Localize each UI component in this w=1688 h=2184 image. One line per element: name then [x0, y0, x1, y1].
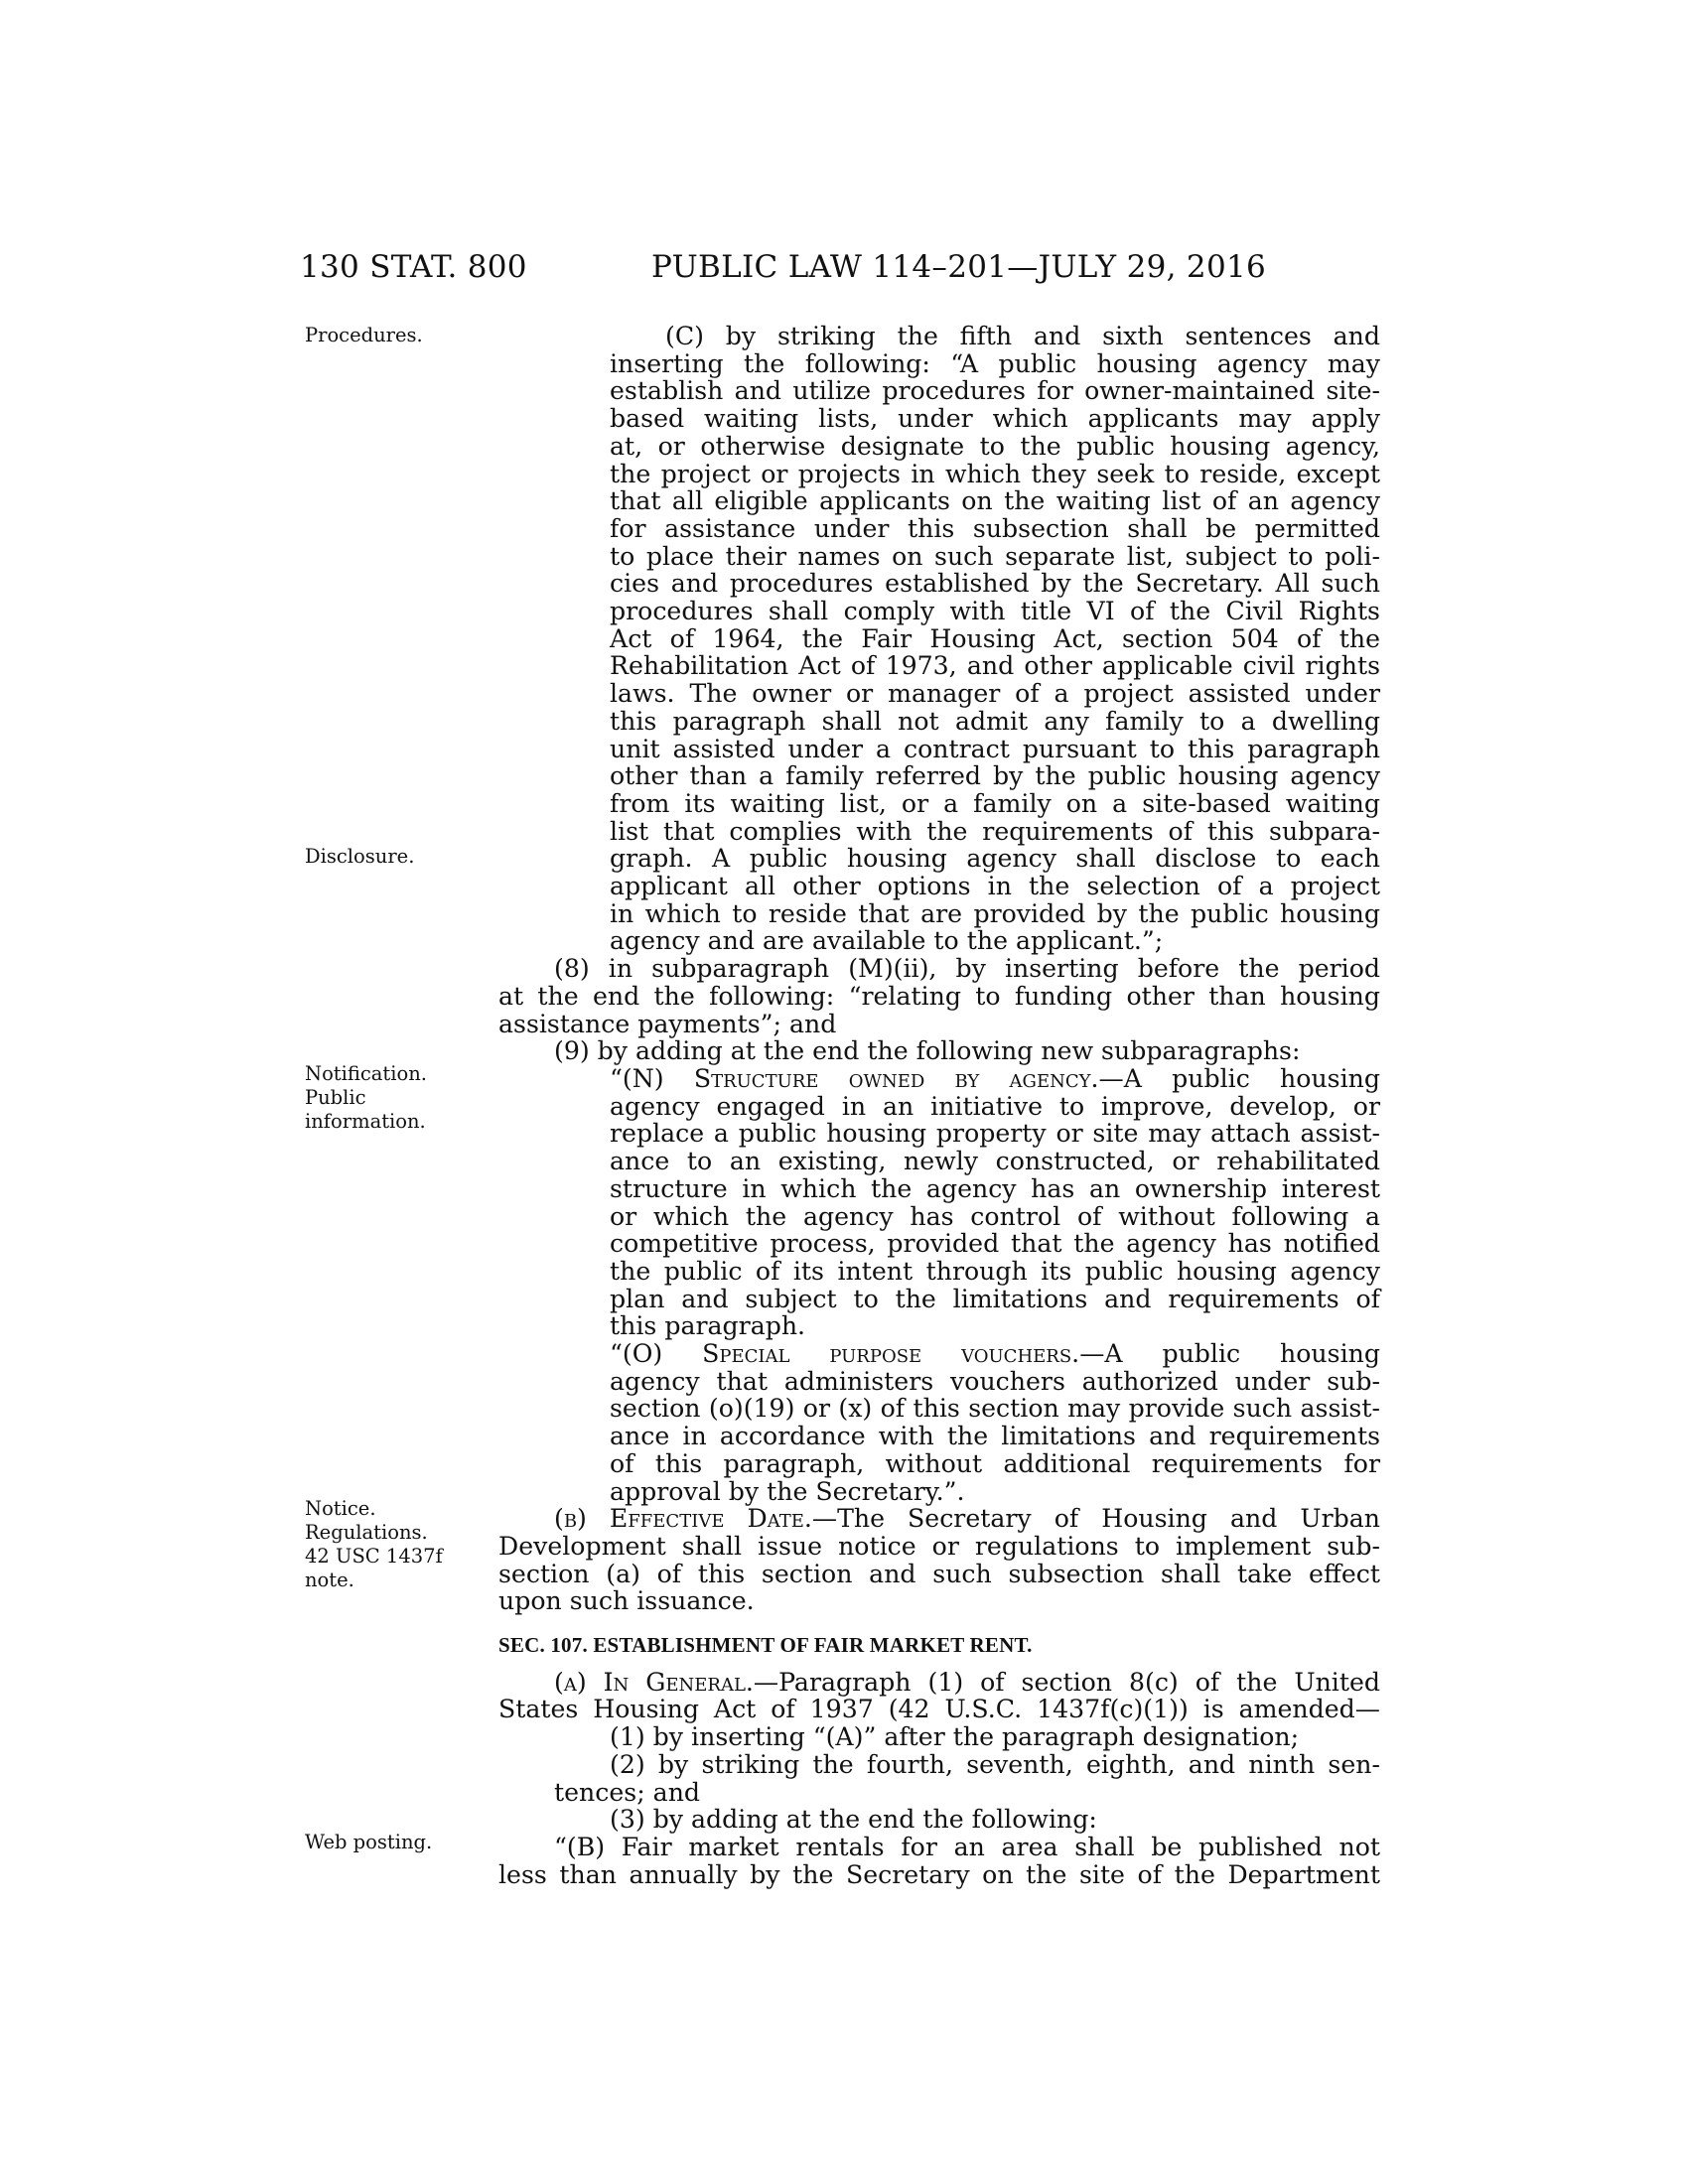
text-line: (2) by striking the fourth, seventh, eighth, and ninth sen-	[610, 1749, 1380, 1779]
margin-note-public-line: Public	[305, 1086, 366, 1109]
section-heading: SEC. 107. ESTABLISHMENT OF FAIR MARKET RENT.	[498, 1633, 1033, 1658]
subsection-b-heading: (b) Effective Date.	[554, 1504, 812, 1534]
text-line: graph. A public housing agency shall disclose to each	[610, 844, 1380, 874]
text-line: competitive process, provided that the agency has notified	[610, 1229, 1380, 1259]
subparagraph-o-text: —A public housing	[1079, 1339, 1380, 1369]
text-line	[554, 1505, 1380, 1533]
subparagraph-c	[498, 323, 1380, 955]
text-line: ance in accordance with the limitations and requirements	[610, 1422, 1380, 1451]
subparagraph-n	[498, 1065, 1380, 1340]
text-line: to place their names on such separate list, subject to poli-	[610, 541, 1380, 571]
text-line: less than annually by the Secretary on the site of the Department	[498, 1859, 1380, 1889]
paragraph-3: (3) by adding at the end the following:	[610, 1805, 1097, 1835]
text-line: assistance payments”; and	[498, 1009, 837, 1038]
margin-note-procedures: Procedures.	[305, 324, 423, 346]
subparagraph-o	[498, 1340, 1380, 1505]
text-line: at, or otherwise designate to the public housing agency,	[610, 431, 1380, 461]
text-line: (C) by striking the fifth and sixth sentences and	[665, 322, 1380, 350]
paragraph-9: (9) by adding at the end the following new subparagraphs:	[554, 1036, 1301, 1066]
text-line	[554, 1669, 1380, 1697]
text-line: procedures shall comply with title VI of the Civil Rights	[610, 597, 1380, 626]
text-line: unit assisted under a contract pursuant to this paragraph	[610, 734, 1380, 763]
text-line: agency that administers vouchers authorized under sub-	[610, 1366, 1380, 1396]
subsection-b-text: —The Secretary of Housing and Urban	[811, 1504, 1380, 1534]
statute-text	[498, 323, 1380, 1888]
text-line: from its waiting list, or a family on a site-based waiting	[610, 788, 1380, 818]
subsection-a-text: —Paragraph (1) of section 8(c) of the United	[753, 1667, 1380, 1697]
text-line: “(B) Fair market rentals for an area shall be published not	[554, 1832, 1380, 1861]
margin-note-information-line: information.	[305, 1110, 426, 1133]
text-line: for assistance under this subsection shall be permitted	[610, 513, 1380, 543]
margin-note-notice: Notice.	[305, 1497, 376, 1520]
text-line: approval by the Secretary.”.	[610, 1476, 965, 1506]
text-line: that all eligible applicants on the waiting list of an agency	[610, 486, 1380, 516]
text-line: applicant all other options in the selection of a project	[610, 872, 1380, 901]
text-line: cies and procedures established by the Secretary. All such	[610, 569, 1380, 599]
text-line: this paragraph shall not admit any family to a dwelling	[610, 706, 1380, 736]
subparagraph-n-heading: “(N) Structure owned by agency.	[610, 1063, 1099, 1093]
subsection-b	[498, 1505, 1380, 1615]
text-line: Development shall issue notice or regulations to implement sub-	[498, 1531, 1380, 1561]
text-line: inserting the following: “A public housing agency may	[610, 348, 1380, 378]
text-line: the project or projects in which they seek to reside, except	[610, 459, 1380, 488]
text-line: structure in which the agency has an ownership interest	[610, 1173, 1380, 1203]
paragraph-8	[498, 955, 1380, 1037]
margin-note-usc: 42 USC 1437f	[305, 1545, 443, 1568]
text-line: upon such issuance.	[498, 1586, 755, 1616]
text-line: or which the agency has control of without following a	[610, 1201, 1380, 1231]
margin-note-notification	[305, 1062, 444, 1134]
text-line: States Housing Act of 1937 (42 U.S.C. 1437f(c)(1)) is amended—	[498, 1695, 1380, 1724]
text-line: based waiting lists, under which applicants may apply	[610, 404, 1380, 434]
text-line: agency and are available to the applicant.”;	[610, 926, 1164, 956]
text-line: at the end the following: “relating to funding other than housing	[498, 981, 1380, 1011]
text-line: of this paragraph, without additional requirements for	[610, 1448, 1380, 1478]
text-line: section (a) of this section and such subsection shall take effect	[498, 1559, 1380, 1588]
text-line: other than a family referred by the public housing agency	[610, 761, 1380, 791]
text-line: agency engaged in an initiative to improve, develop, or	[610, 1091, 1380, 1121]
subsection-a	[498, 1669, 1380, 1834]
text-line: in which to reside that are provided by the public housing	[610, 898, 1380, 928]
margin-note-web-posting: Web posting.	[305, 1831, 433, 1853]
text-line: establish and utilize procedures for owner-maintained site-	[610, 376, 1380, 406]
quoted-subparagraph-b	[498, 1834, 1380, 1888]
text-line: Act of 1964, the Fair Housing Act, section 504 of the	[610, 623, 1380, 653]
running-header-title: PUBLIC LAW 114–201—JULY 29, 2016	[651, 249, 1267, 285]
text-line: tences; and	[554, 1777, 701, 1807]
margin-note-notification-line: Notification.	[305, 1062, 427, 1085]
paragraph-1: (1) by inserting “(A)” after the paragraph designation;	[610, 1722, 1300, 1752]
text-line: Rehabilitation Act of 1973, and other applicable civil rights	[610, 651, 1380, 681]
margin-note-disclosure: Disclosure.	[305, 845, 415, 868]
statute-page-number: 130 STAT. 800	[300, 249, 527, 285]
margin-note-notice-group	[305, 1497, 444, 1592]
text-line: this paragraph.	[610, 1311, 806, 1341]
text-line: (8) in subparagraph (M)(ii), by inserting before the period	[554, 954, 1380, 984]
text-line: ance to an existing, newly constructed, or rehabilitated	[610, 1147, 1380, 1176]
text-line: replace a public housing property or site may attach assist-	[610, 1119, 1380, 1149]
subparagraph-n-text: —A public housing	[1098, 1063, 1380, 1093]
text-line: plan and subject to the limitations and requirements of	[610, 1284, 1380, 1313]
subparagraph-o-heading: “(O) Special purpose vouchers.	[610, 1339, 1080, 1369]
margin-note-regulations: Regulations.	[305, 1521, 428, 1544]
text-line: section (o)(19) or (x) of this section may provide such assist-	[610, 1394, 1380, 1424]
text-line: laws. The owner or manager of a project assisted under	[610, 679, 1380, 709]
text-line	[610, 1065, 1380, 1093]
text-line: list that complies with the requirements of this subpara-	[610, 816, 1380, 846]
margin-note-note: note.	[305, 1569, 354, 1591]
subsection-a-heading: (a) In General.	[554, 1667, 754, 1697]
text-line: the public of its intent through its public housing agency	[610, 1256, 1380, 1286]
text-line	[610, 1340, 1380, 1368]
